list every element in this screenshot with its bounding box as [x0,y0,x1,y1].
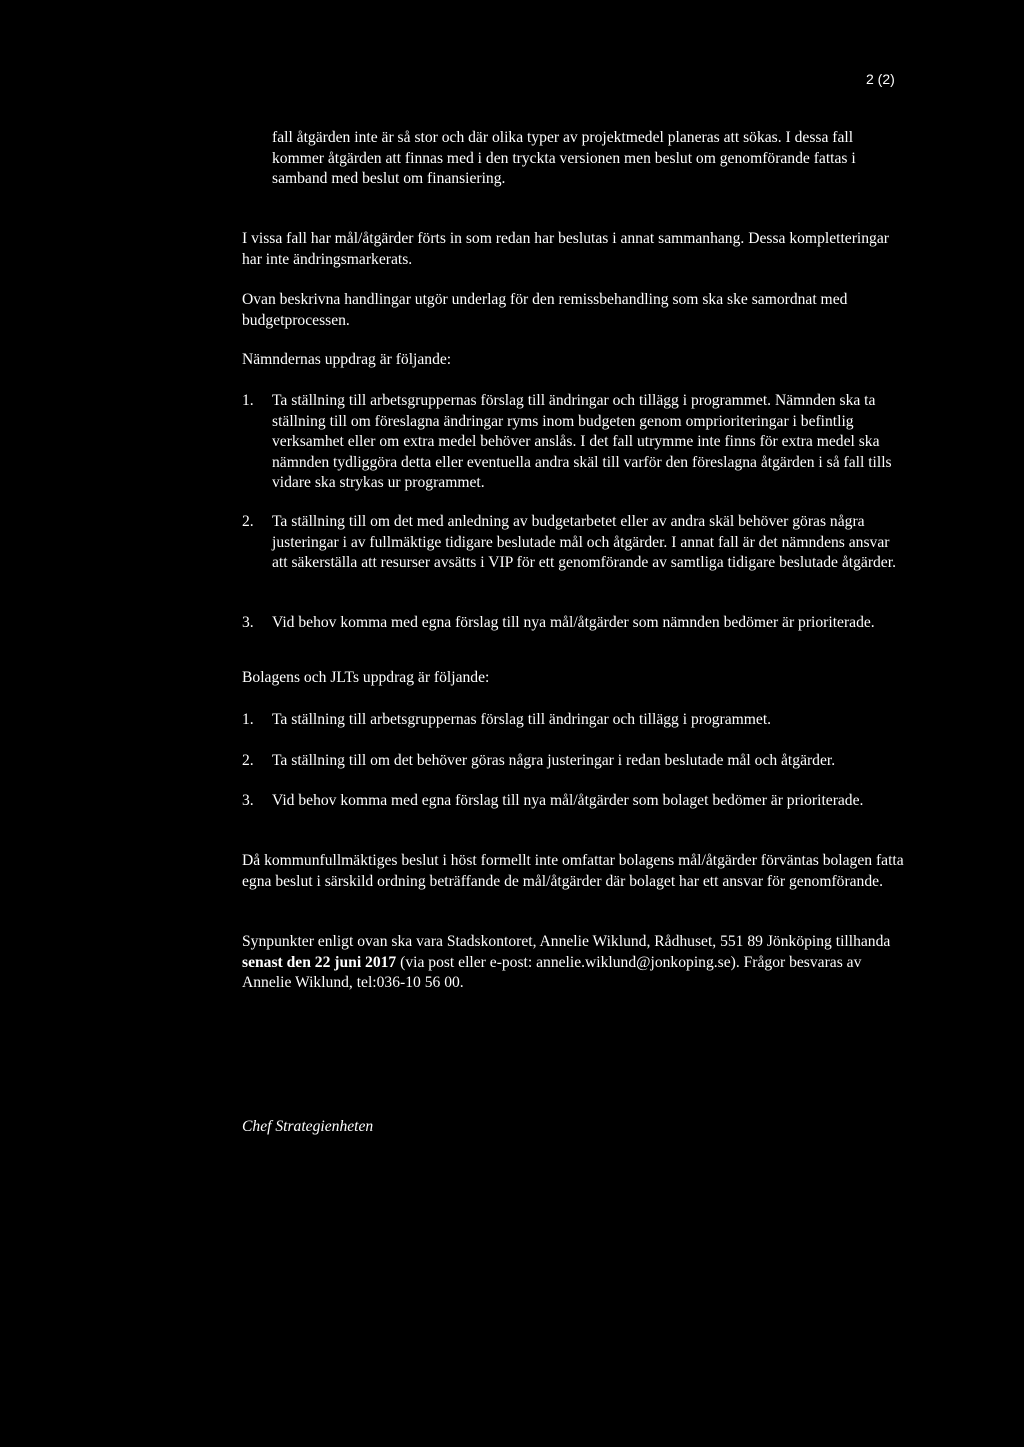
list-number: 3. [242,614,254,631]
list-number: 3. [242,792,254,809]
company-decision-paragraph: Då kommunfullmäktiges beslut i höst formellt inte omfattar bolagens mål/åtgärder förväntas bolagen fatta egna beslut i särskild ordning beträffande de mål/åtgärder där bolaget har ett ansvar för genomförande. [242,852,904,890]
list-number: 1. [242,711,254,728]
bolag-list-item [242,751,908,772]
list-text: Vid behov komma med egna förslag till nya mål/åtgärder som bolaget bedömer är prioriterade. [272,792,864,809]
bolag-list-item [242,710,908,731]
signature-title: Chef Strategienheten [242,1118,374,1135]
contact-text: Synpunkter enligt ovan ska vara Stadskontoret, Annelie Wiklund, Rådhuset, 551 89 Jönköping tillhanda [242,933,891,950]
list-text: Ta ställning till arbetsgruppernas förslag till ändringar och tillägg i programmet. Nämnden ska ta ställning till om föreslagna ändringar ryms inom budgeten genom omprioriteringar i befintlig verksamhet eller om extra medel behöver anslås. I det fall utrymme inte finns för extra medel ska nämnden tydliggöra detta eller eventuella andra skäl till varför den föreslagna åtgärden i så fall tills vidare ska strykas ur programmet. [272,392,892,491]
namnder-heading: Nämndernas uppdrag är följande: [242,351,452,368]
contact-text-end: (via post eller e-post: annelie.wiklund@jonkoping.se). Frågor besvaras av Annelie Wiklund, tel:036-10 56 00. [242,953,862,991]
intro-paragraph: fall åtgärden inte är så stor och där olika typer av projektmedel planeras att sökas. I dessa fall kommer åtgärden att finnas med i den tryckta versionen men beslut om genomförande fattas i samband med beslut om finansiering. [272,129,856,187]
deadline-text: senast den 22 juni 2017 [242,953,397,971]
bolag-heading: Bolagens och JLTs uppdrag är följande: [242,669,490,686]
list-text: Ta ställning till om det med anledning av budgetarbetet eller av andra skäl behöver göras några justeringar i av fullmäktige tidigare beslutade mål och åtgärder. I annat fall är det nämndens ansvar att säkerställa att resurser avsätts i VIP för ett genomförande av samtliga tidigare beslutade åtgärder. [272,513,896,571]
supplement-paragraph: I vissa fall har mål/åtgärder förts in som redan har beslutas i annat sammanhang. Dessa kompletteringar har inte ändringsmarkerats. [242,230,889,268]
contact-paragraph [242,932,908,994]
list-number: 2. [242,513,254,530]
list-text: Vid behov komma med egna förslag till nya mål/åtgärder som nämnden bedömer är prioriterade. [272,614,875,631]
bolag-list-item [242,791,908,812]
namnder-list-item [242,512,908,574]
page-number: 2 (2) [866,71,895,87]
namnder-list-item [242,613,908,634]
list-number: 2. [242,752,254,769]
basis-paragraph: Ovan beskrivna handlingar utgör underlag för den remissbehandling som ska ske samordnat med budgetprocessen. [242,291,848,329]
namnder-list-item [242,391,908,494]
list-number: 1. [242,392,254,409]
list-text: Ta ställning till arbetsgruppernas förslag till ändringar och tillägg i programmet. [272,711,772,728]
list-text: Ta ställning till om det behöver göras några justeringar i redan beslutade mål och åtgärder. [272,752,836,769]
